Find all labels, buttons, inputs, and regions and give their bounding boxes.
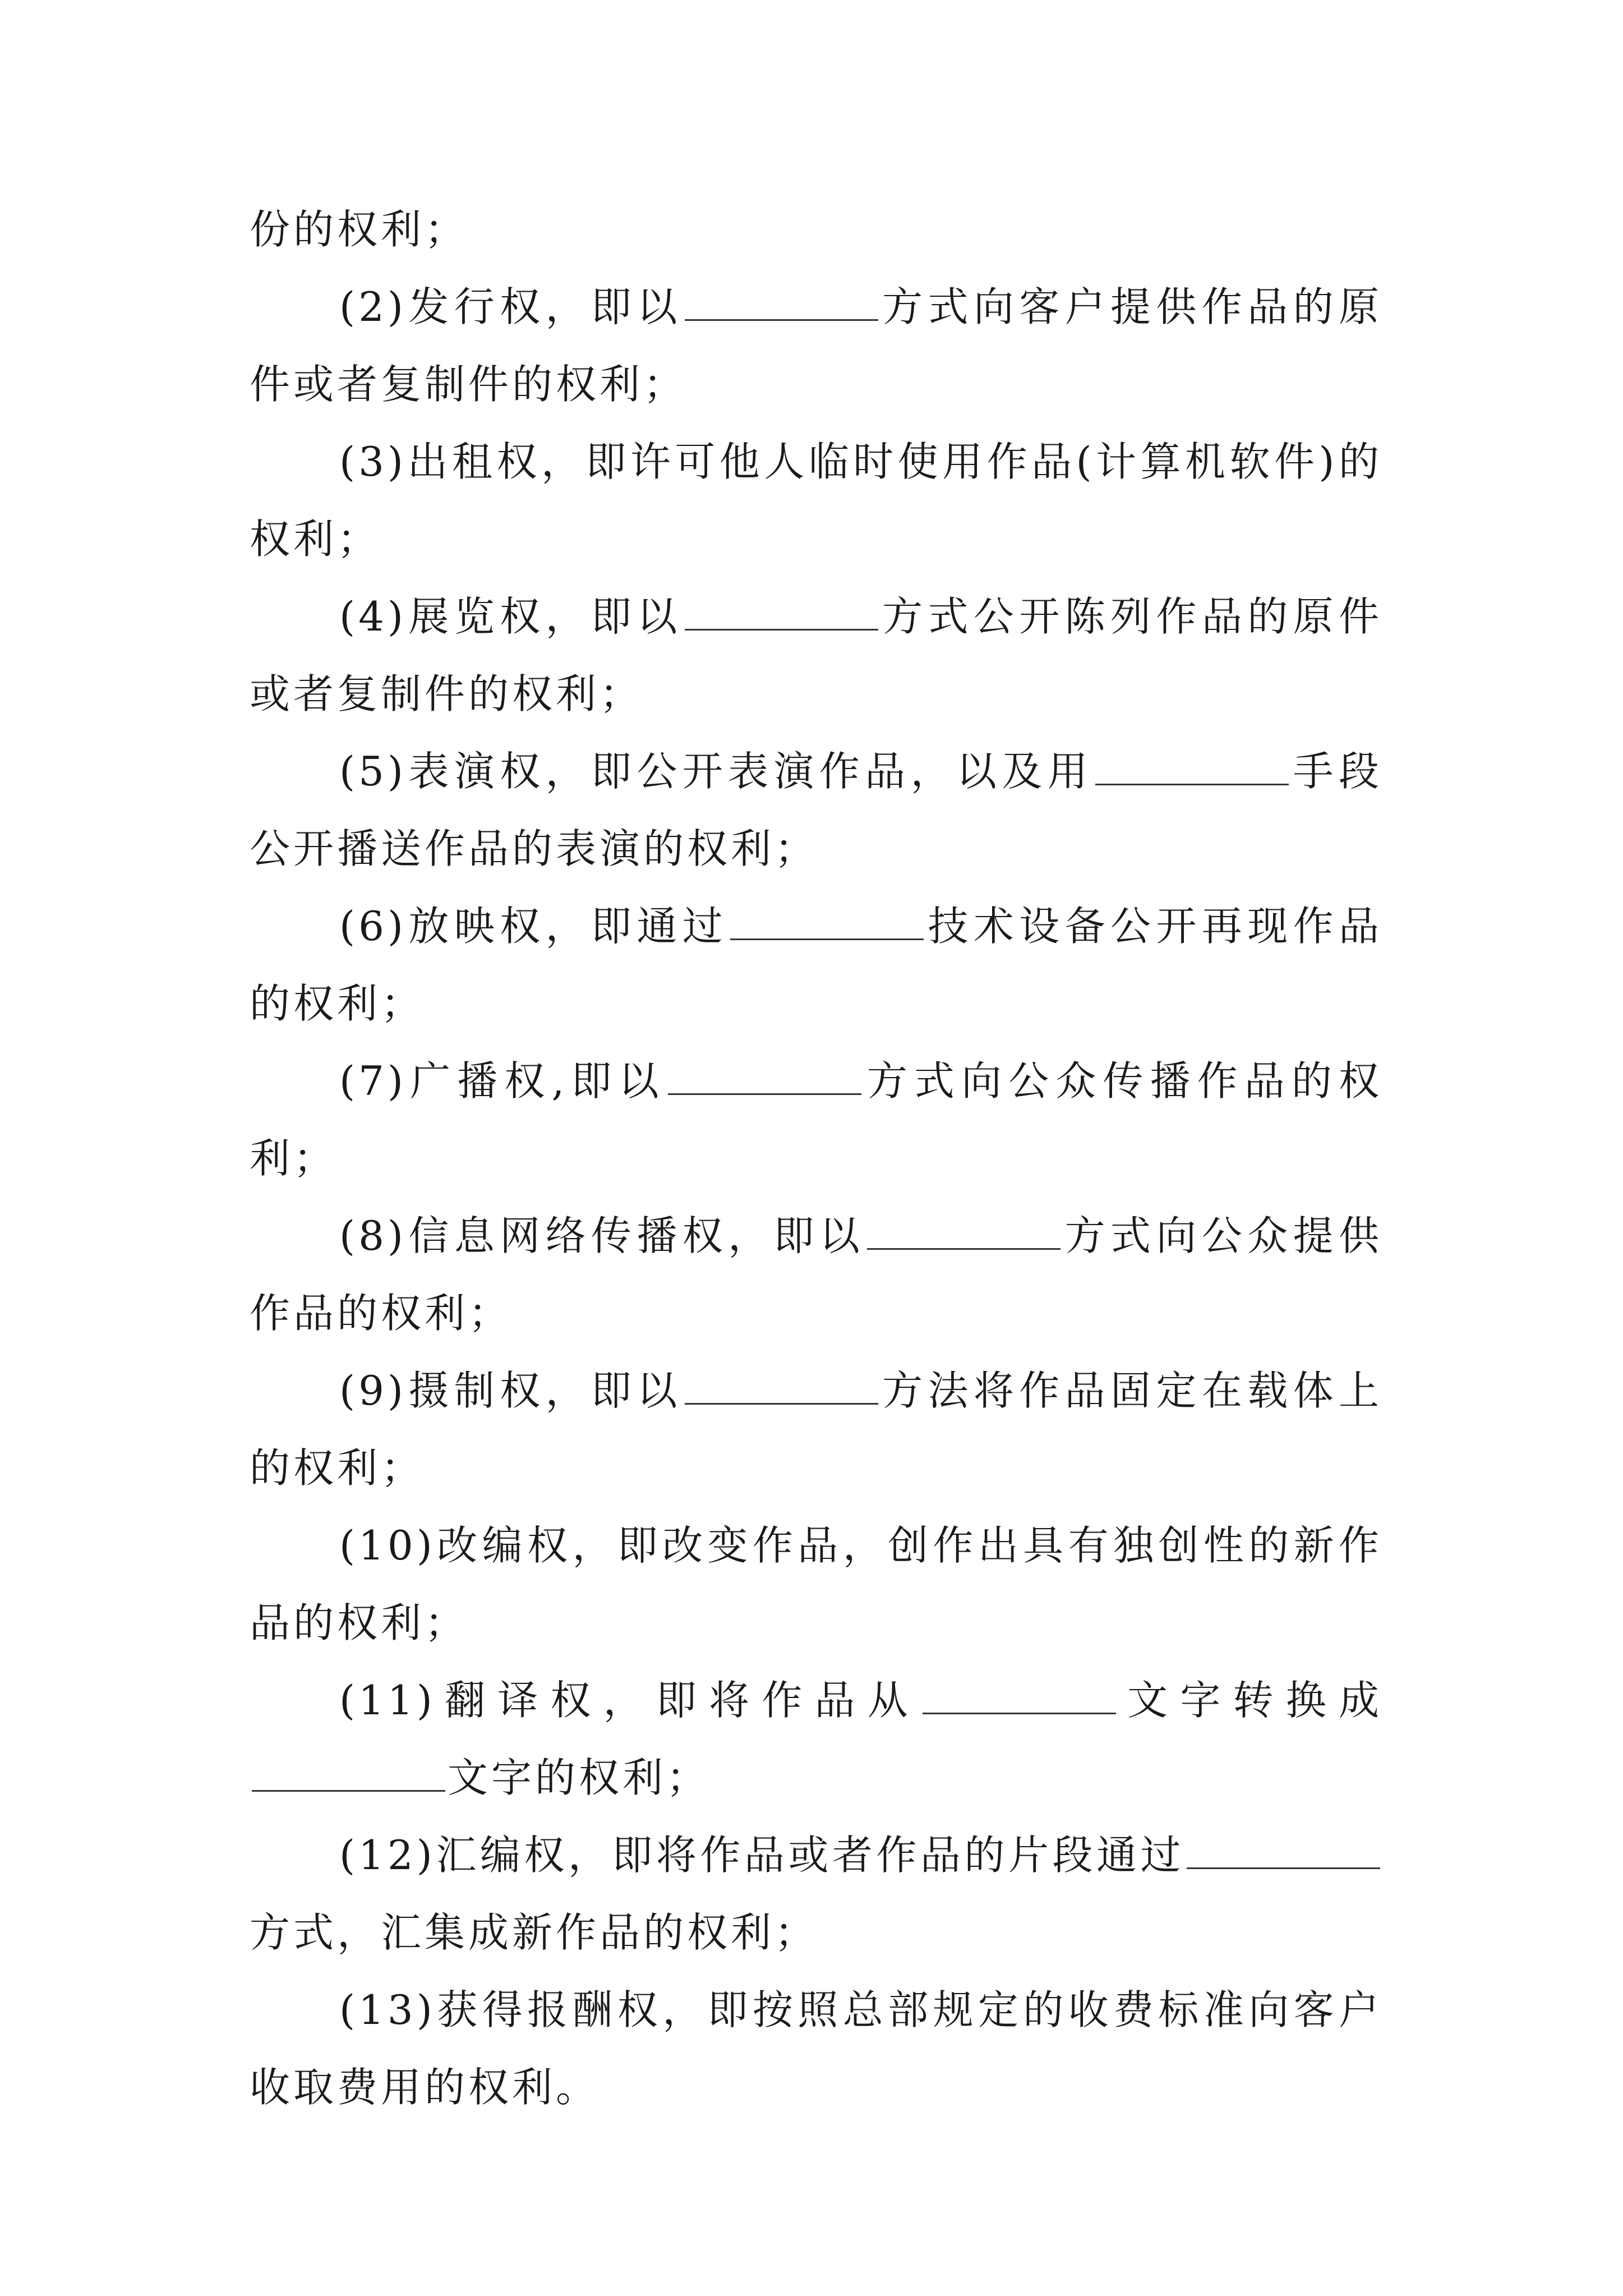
clause-paragraph-p10 (250, 1507, 1382, 1662)
clause-paragraph-p5 (250, 733, 1382, 887)
clause-text: 方式向公众提供作品的权利； (250, 1212, 1382, 1337)
clause-text: 技术设备公开再现作品的权利； (250, 903, 1382, 1027)
document-body (250, 191, 1382, 2126)
clause-paragraph-p13 (250, 1971, 1382, 2126)
clause-paragraph-p3 (250, 423, 1382, 578)
fill-in-blank[interactable] (252, 1756, 445, 1792)
fill-in-blank[interactable] (685, 595, 878, 631)
fill-in-blank[interactable] (730, 905, 924, 940)
fill-in-blank[interactable] (1095, 750, 1289, 785)
clause-paragraph-p4 (250, 578, 1382, 733)
clause-text: (3)出租权，即许可他人临时使用作品(计算机软件)的权利； (250, 438, 1382, 563)
clause-text: 文字的权利； (448, 1754, 711, 1801)
fill-in-blank[interactable] (867, 1214, 1061, 1250)
fill-in-blank[interactable] (685, 1369, 878, 1405)
clause-paragraph-p11 (250, 1662, 1382, 1816)
clause-text: (4)展览权，即以 (339, 593, 683, 640)
clause-text: 方式向客户提供作品的原件或者复制件的权利； (250, 283, 1382, 408)
clause-text: 方式公开陈列作品的原件或者复制件的权利； (250, 593, 1382, 717)
clause-text: (13)获得报酬权，即按照总部规定的收费标准向客户收取费用的权利。 (250, 1986, 1382, 2111)
clause-text: (6)放映权，即通过 (339, 903, 728, 950)
clause-text: (11)翻译权，即将作品从 (339, 1677, 920, 1724)
fill-in-blank[interactable] (685, 286, 878, 321)
clause-paragraph-p8 (250, 1197, 1382, 1352)
clause-text: (5)表演权，即公开表演作品，以及用 (339, 748, 1094, 795)
clause-text: 方法将作品固定在载体上的权利； (250, 1367, 1382, 1492)
clause-paragraph-p2 (250, 268, 1382, 423)
clause-text: 份的权利； (250, 206, 469, 253)
fill-in-blank[interactable] (668, 1060, 861, 1095)
clause-text: 方式向公众传播作品的权利； (250, 1057, 1382, 1182)
clause-text: (12)汇编权，即将作品或者作品的片段通过 (339, 1832, 1184, 1879)
fill-in-blank[interactable] (923, 1679, 1116, 1714)
clause-text: 手段公开播送作品的表演的权利； (250, 748, 1382, 872)
clause-paragraph-p7 (250, 1042, 1382, 1197)
clause-paragraph-p6 (250, 887, 1382, 1042)
clause-text: 方式，汇集成新作品的权利； (250, 1909, 819, 1956)
clause-paragraph-p12 (250, 1816, 1382, 1971)
clause-text: (9)摄制权，即以 (339, 1367, 683, 1414)
fill-in-blank[interactable] (1187, 1834, 1380, 1869)
clause-text: (8)信息网络传播权，即以 (339, 1212, 865, 1259)
clause-text: (2)发行权，即以 (339, 283, 683, 330)
clause-text: (10)改编权，即改变作品，创作出具有独创性的新作品的权利； (250, 1522, 1382, 1646)
clause-text: (7)广播权,即以 (339, 1057, 666, 1105)
clause-paragraph-p0 (250, 191, 1382, 268)
clause-text: 文字转换成 (1118, 1677, 1382, 1724)
clause-paragraph-p9 (250, 1352, 1382, 1507)
